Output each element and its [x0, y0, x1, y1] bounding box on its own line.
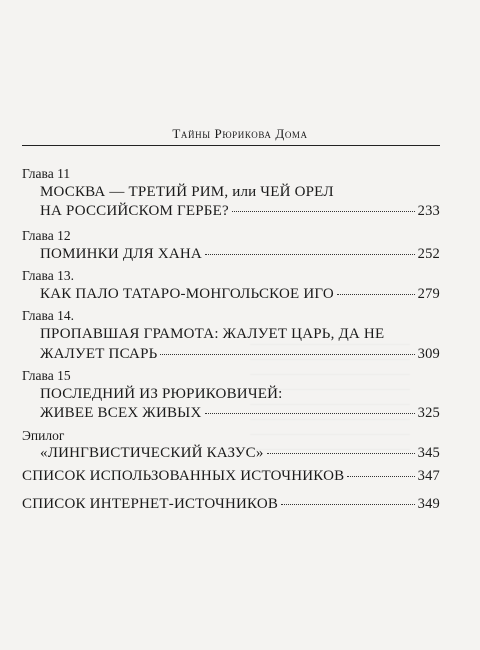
entry-title-line: НА РОССИЙСКОМ ГЕРБЕ?	[40, 203, 229, 219]
page-number: 347	[417, 468, 440, 484]
entry-title-line: ЖАЛУЕТ ПСАРЬ	[40, 346, 158, 362]
toc-line	[40, 184, 440, 201]
chapter-label: Глава 14.	[22, 308, 74, 323]
entry-title-line: ПОМИНКИ ДЛЯ ХАНА	[40, 246, 202, 262]
page-number: 349	[417, 496, 440, 512]
entry-title-line: СПИСОК ИСПОЛЬЗОВАННЫХ ИСТОЧНИКОВ	[22, 468, 345, 484]
chapter-label: Глава 13.	[22, 268, 74, 283]
toc-line	[22, 496, 440, 513]
page-number: 233	[417, 203, 440, 219]
entry-title-line: «ЛИНГВИСТИЧЕСКИЙ КАЗУС»	[40, 445, 264, 461]
entry-title-line: ПРОПАВШАЯ ГРАМОТА: ЖАЛУЕТ ЦАРЬ, ДА НЕ	[40, 326, 385, 342]
page-number: 345	[417, 445, 440, 461]
chapter-label: Глава 15	[22, 368, 71, 383]
toc-line	[40, 346, 440, 363]
chapter-label: Глава 12	[22, 228, 71, 243]
chapter-label: Эпилог	[22, 428, 65, 443]
toc-line	[40, 203, 440, 220]
entry-title-line: МОСКВА — ТРЕТИЙ РИМ, или ЧЕЙ ОРЕЛ	[40, 184, 334, 200]
page-number: 252	[417, 246, 440, 262]
page-number: 279	[417, 286, 440, 302]
leader-dots	[347, 476, 414, 477]
toc-line	[22, 468, 440, 485]
leader-dots	[160, 354, 414, 355]
toc-line	[40, 445, 440, 462]
toc-line	[40, 286, 440, 303]
toc-line	[40, 246, 440, 263]
toc-line	[40, 405, 440, 422]
leader-dots	[267, 453, 415, 454]
running-title: Тайны Рюрикова Дома	[172, 126, 308, 141]
toc-line	[40, 386, 440, 403]
toc-line	[40, 326, 440, 343]
chapter-label: Глава 11	[22, 166, 71, 181]
entry-title-line: СПИСОК ИНТЕРНЕТ-ИСТОЧНИКОВ	[22, 496, 279, 512]
header-rule	[22, 145, 440, 146]
leader-dots	[337, 294, 415, 295]
leader-dots	[205, 254, 415, 255]
entry-title-line: ПОСЛЕДНИЙ ИЗ РЮРИКОВИЧЕЙ:	[40, 386, 283, 402]
page-number: 309	[417, 346, 440, 362]
leader-dots	[232, 211, 415, 212]
leader-dots	[205, 413, 415, 414]
leader-dots	[281, 504, 415, 505]
page-number: 325	[417, 405, 440, 421]
entry-title-line: ЖИВЕЕ ВСЕХ ЖИВЫХ	[40, 405, 202, 421]
entry-title-line: КАК ПАЛО ТАТАРО-МОНГОЛЬСКОЕ ИГО	[40, 286, 334, 302]
